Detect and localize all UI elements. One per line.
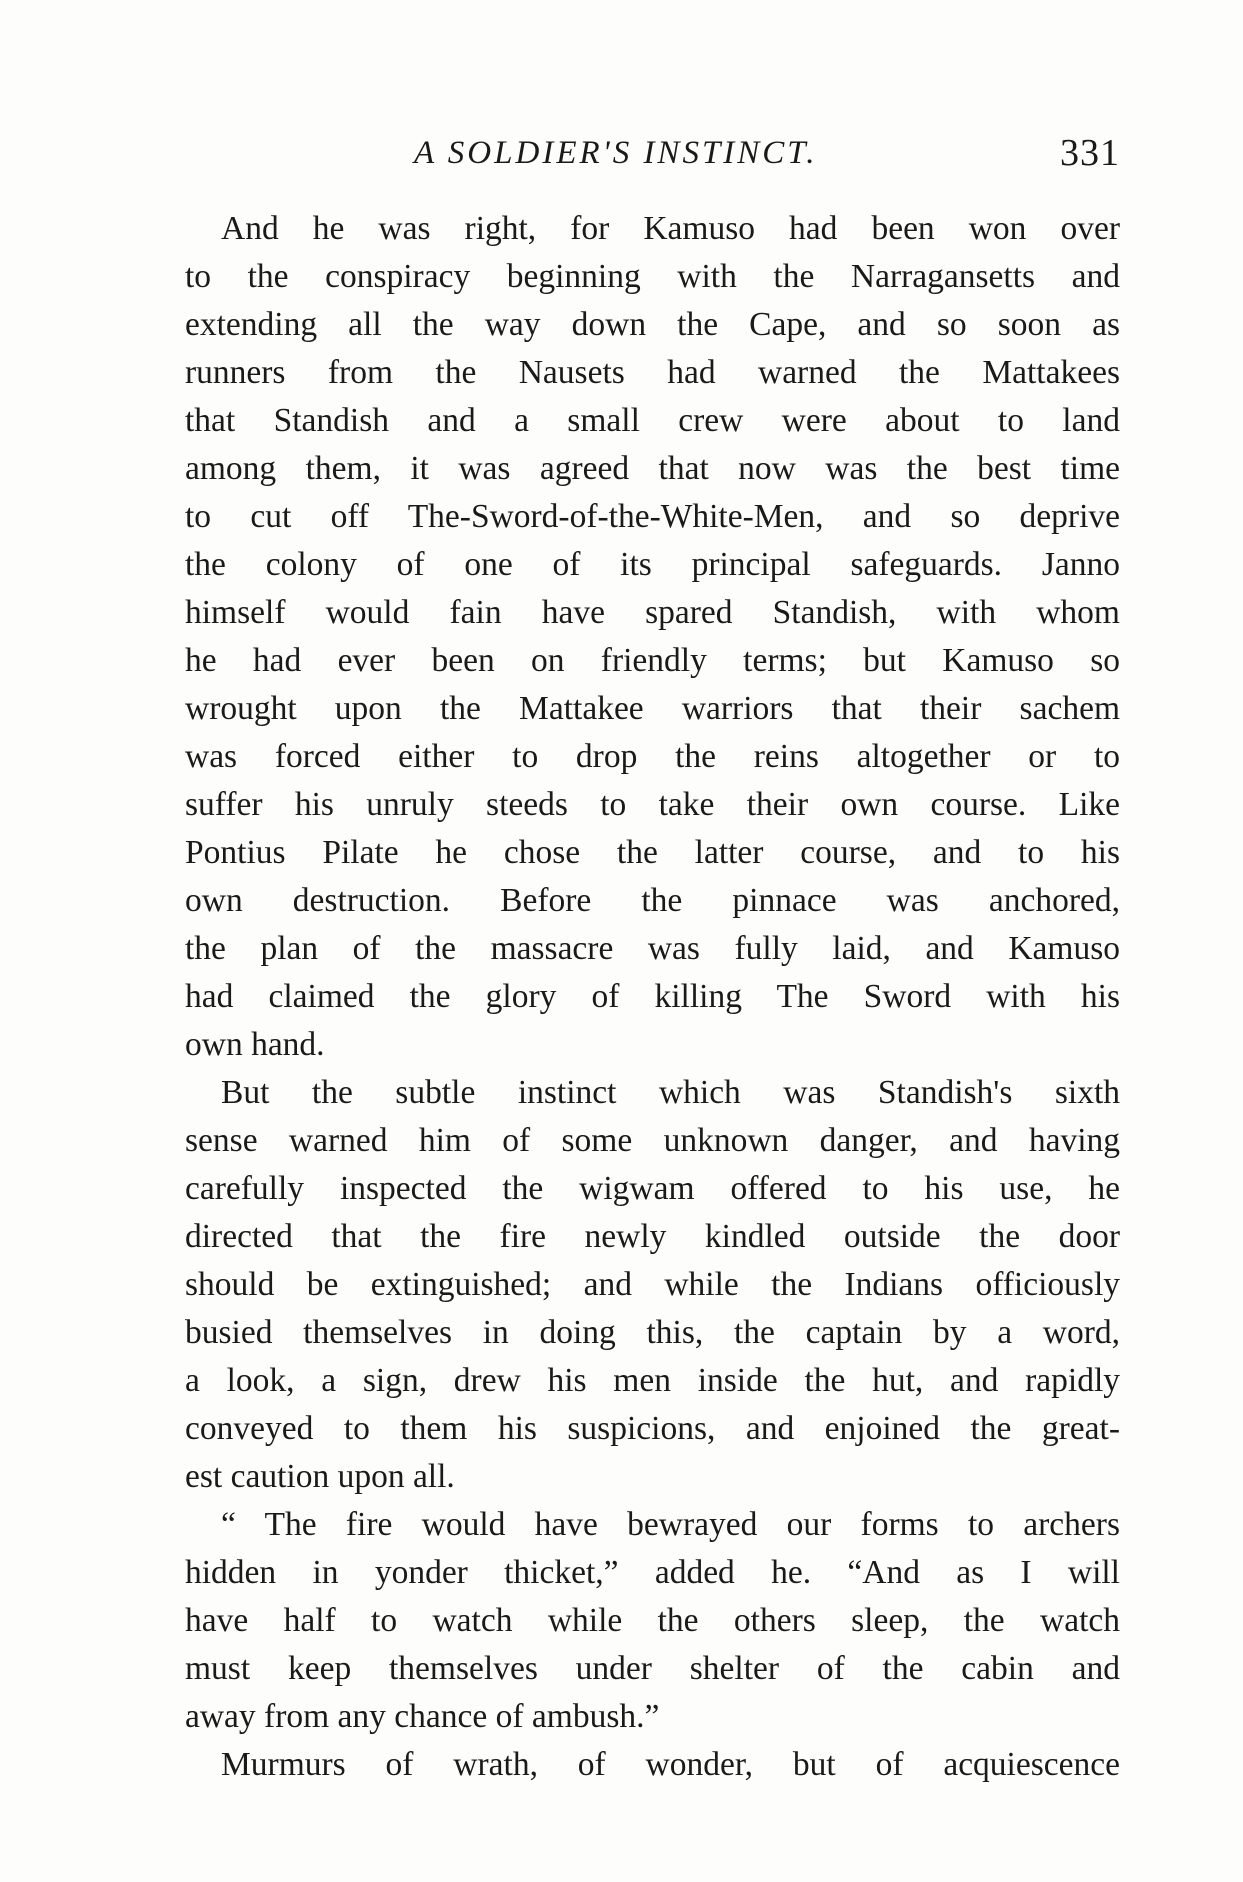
text-line: the colony of one of its principal safeguards. Janno — [185, 546, 1120, 583]
body-text — [185, 205, 1120, 1789]
text-line: runners from the Nausets had warned the Mattakees — [185, 354, 1120, 391]
text-line: “ The fire would have bewrayed our forms to archers — [221, 1506, 1120, 1543]
text-line: directed that the fire newly kindled outside the door — [185, 1218, 1120, 1255]
text-line: But the subtle instinct which was Standish's sixth — [221, 1074, 1120, 1111]
text-line: own destruction. Before the pinnace was anchored, — [185, 882, 1120, 919]
text-line: a look, a sign, drew his men inside the hut, and rapidly — [185, 1362, 1120, 1399]
text-line: conveyed to them his suspicions, and enjoined the great- — [185, 1410, 1120, 1447]
text-line: And he was right, for Kamuso had been won over — [221, 210, 1120, 247]
text-line: have half to watch while the others sleep, the watch — [185, 1602, 1120, 1639]
text-line: hidden in yonder thicket,” added he. “And as I will — [185, 1554, 1120, 1591]
text-line: est caution upon all. — [185, 1458, 455, 1495]
text-line: should be extinguished; and while the Indians officiously — [185, 1266, 1120, 1303]
text-line: suffer his unruly steeds to take their own course. Like — [185, 786, 1120, 823]
text-line: carefully inspected the wigwam offered to his use, he — [185, 1170, 1120, 1207]
text-line: sense warned him of some unknown danger, and having — [185, 1122, 1120, 1159]
text-line: Murmurs of wrath, of wonder, but of acquiescence — [221, 1746, 1120, 1783]
page-number: 331 — [1060, 132, 1120, 174]
text-line: himself would fain have spared Standish, with whom — [185, 594, 1120, 631]
text-line: had claimed the glory of killing The Sword with his — [185, 978, 1120, 1015]
text-line: the plan of the massacre was fully laid, and Kamuso — [185, 930, 1120, 967]
text-line: he had ever been on friendly terms; but Kamuso so — [185, 642, 1120, 679]
text-line: wrought upon the Mattakee warriors that their sachem — [185, 690, 1120, 727]
running-title: A SOLDIER'S INSTINCT. — [414, 135, 818, 171]
text-line: busied themselves in doing this, the captain by a word, — [185, 1314, 1120, 1351]
text-line: extending all the way down the Cape, and so soon as — [185, 306, 1120, 343]
text-line: Pontius Pilate he chose the latter course, and to his — [185, 834, 1120, 871]
page-header — [185, 128, 1120, 178]
text-line: among them, it was agreed that now was the best time — [185, 450, 1120, 487]
text-line: must keep themselves under shelter of the cabin and — [185, 1650, 1120, 1687]
text-line: was forced either to drop the reins altogether or to — [185, 738, 1120, 775]
text-line: to cut off The-Sword-of-the-White-Men, and so deprive — [185, 498, 1120, 535]
text-line: away from any chance of ambush.” — [185, 1698, 660, 1735]
text-line: to the conspiracy beginning with the Narragansetts and — [185, 258, 1120, 295]
text-line: own hand. — [185, 1026, 325, 1063]
text-line: that Standish and a small crew were about to land — [185, 402, 1120, 439]
